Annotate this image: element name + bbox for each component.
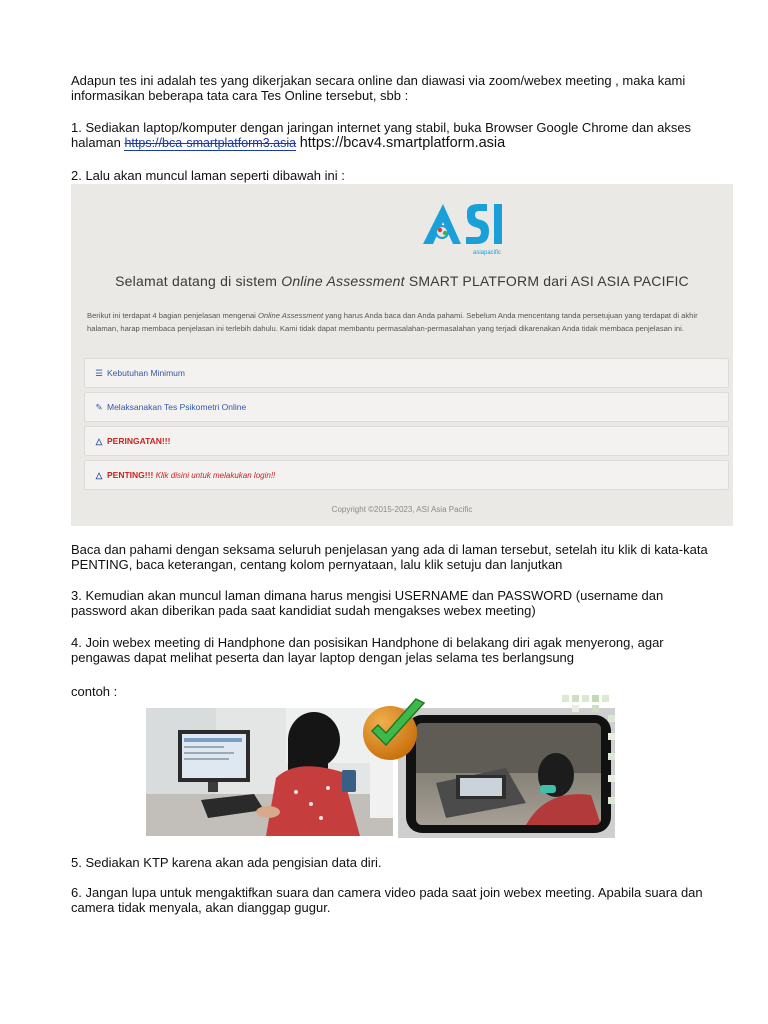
welcome-heading: Selamat datang di sistem Online Assessment SMART PLATFORM dari ASI ASIA PACIFIC: [115, 273, 689, 289]
portal-screenshot: [71, 184, 733, 526]
list-icon: ☰: [95, 368, 103, 378]
login-note[interactable]: Klik disini untuk melakukan login!!: [155, 471, 276, 480]
panel-peringatan[interactable]: [84, 426, 729, 456]
panel-label: PERINGATAN!!!: [107, 436, 171, 446]
old-link[interactable]: https://bca-smartplatform3.asia: [124, 136, 297, 150]
paragraph-step-4: 4. Join webex meeting di Handphone dan posisikan Handphone di belakang diri agak menyerong, agar pengawas dapat melihat peserta dan layar laptop dengan jelas selama tes berlangsung: [71, 635, 664, 665]
copyright-text: Copyright ©2015-2023, ASI Asia Pacific: [331, 505, 473, 514]
candidate-illustration: [146, 708, 393, 836]
warning-icon: △: [95, 470, 103, 480]
panel-penting[interactable]: [84, 460, 729, 490]
paragraph-step-1: [71, 120, 711, 151]
step-1-text: 1. Sediakan laptop/komputer dengan jaringan internet yang stabil, buka Browser Google Chrome dan akses halaman: [71, 120, 692, 150]
new-link[interactable]: https://bcav4.smartplatform.asia: [299, 135, 506, 151]
paragraph-step-3: 3. Kemudian akan muncul laman dimana harus mengisi USERNAME dan PASSWORD (username dan password akan diberikan pada saat kandidiat sudah mengakses webex meeting): [71, 588, 664, 618]
panel-tes-psikometri[interactable]: [84, 392, 729, 422]
logo-subtext: asiapacific: [473, 250, 502, 256]
photo-candidate-at-laptop: [146, 708, 393, 836]
paragraph-step-5: 5. Sediakan KTP karena akan ada pengisian data diri.: [71, 855, 382, 870]
asi-logo: [421, 198, 531, 256]
panel-label: Kebutuhan Minimum: [107, 368, 185, 378]
intro-text: Berikut ini terdapat 4 bagian penjelasan mengenai Online Assessment yang harus Anda baca dan Anda pahami. Sebelum Anda mencentang tanda persetujuan yang terdapat di akhir halaman, harap membaca penjelasan ini terlebih dahulu. Kami tidak dapat membantu permasalahan-permasalahan yang terjadi dikarenakan Anda tidak membaca penjelasan ini.: [87, 311, 698, 333]
paragraph-step-2: 2. Lalu akan muncul laman seperti dibawah ini :: [71, 168, 345, 183]
paragraph-step-6: 6. Jangan lupa untuk mengaktifkan suara dan camera video pada saat join webex meeting. Apabila suara dan camera tidak menyala, akan dianggap gugur.: [71, 885, 703, 915]
decorative-tiles: [556, 693, 616, 843]
warning-icon: △: [95, 436, 103, 446]
paragraph-example-label: contoh :: [71, 684, 118, 699]
checkmark-icon: [358, 693, 428, 763]
panel-kebutuhan-minimum[interactable]: [84, 358, 729, 388]
paragraph-read-instructions: Baca dan pahami dengan seksama seluruh penjelasan yang ada di laman tersebut, setelah itu klik di kata-kata PENTING, baca keterangan, centang kolom pernyataan, lalu klik setuju dan lanjutkan: [71, 542, 708, 572]
paragraph-intro: Adapun tes ini adalah tes yang dikerjakan secara online dan diawasi via zoom/webex meeting , maka kami informasikan beberapa tata cara Tes Online tersebut, sbb :: [71, 73, 686, 103]
pencil-icon: ✎: [95, 402, 103, 412]
example-photos: [146, 693, 616, 843]
panel-label: PENTING!!!: [107, 470, 154, 480]
panel-label: Melaksanakan Tes Psikometri Online: [107, 402, 247, 412]
